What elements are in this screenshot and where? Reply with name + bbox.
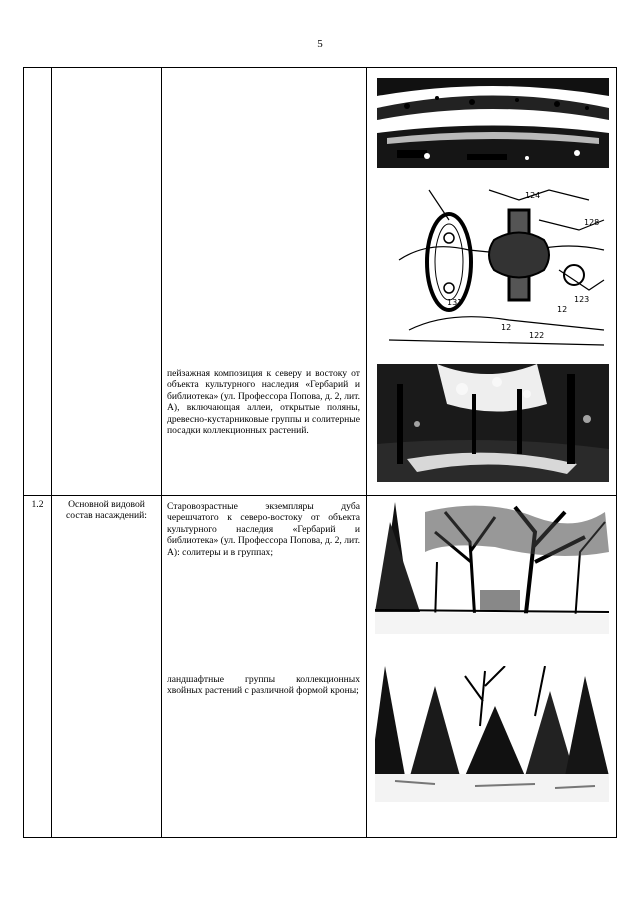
- plan-label: 122: [529, 331, 545, 340]
- document-table: [23, 67, 617, 838]
- description-text: пейзажная композиция к северу и востоку от объекта культурного наследия «Гербарий и библиотека» (ул. Профессора Попова, д. 2, лит. А), включающая аллеи, открытые поляны, древесно-кустарниковые группы и солитерные посадки коллекционных растений.: [167, 368, 361, 437]
- plan-scheme: [389, 180, 609, 350]
- row-text-cell: [162, 68, 367, 496]
- row-text-cell: [162, 496, 367, 838]
- photo-oak-trees: [375, 502, 609, 634]
- row-number-cell: 1.2: [24, 496, 52, 838]
- plan-label: 123: [574, 295, 590, 304]
- description-text: ландшафтные группы коллекционных хвойных растений с различной формой кроны;: [167, 674, 360, 697]
- description-text: Старовозрастные экземпляры дуба черешчатого к северо-востоку от объекта культурного наследия «Гербарий и библиотека» (ул. Профессора Попова, д. 2, лит. А): солитеры и в группах;: [167, 501, 361, 558]
- page-number: 5: [317, 38, 323, 50]
- photo-park-alley: [377, 364, 609, 482]
- photo-fountain-basin: [377, 78, 609, 168]
- plan-label: 12: [501, 323, 512, 332]
- table-row: [24, 496, 617, 838]
- row-name-cell: [52, 68, 162, 496]
- photo-conifer-group: [375, 666, 609, 802]
- plan-label: 131: [447, 298, 463, 307]
- row-image-cell: [367, 68, 617, 496]
- plan-label: 128: [584, 218, 600, 227]
- row-number-cell: [24, 68, 52, 496]
- table-row: [24, 68, 617, 496]
- plan-label: 12: [557, 305, 568, 314]
- row-image-cell: [367, 496, 617, 838]
- row-name-cell: Основной видовой состав насаждений:: [52, 496, 162, 838]
- plan-label: 124: [525, 191, 541, 200]
